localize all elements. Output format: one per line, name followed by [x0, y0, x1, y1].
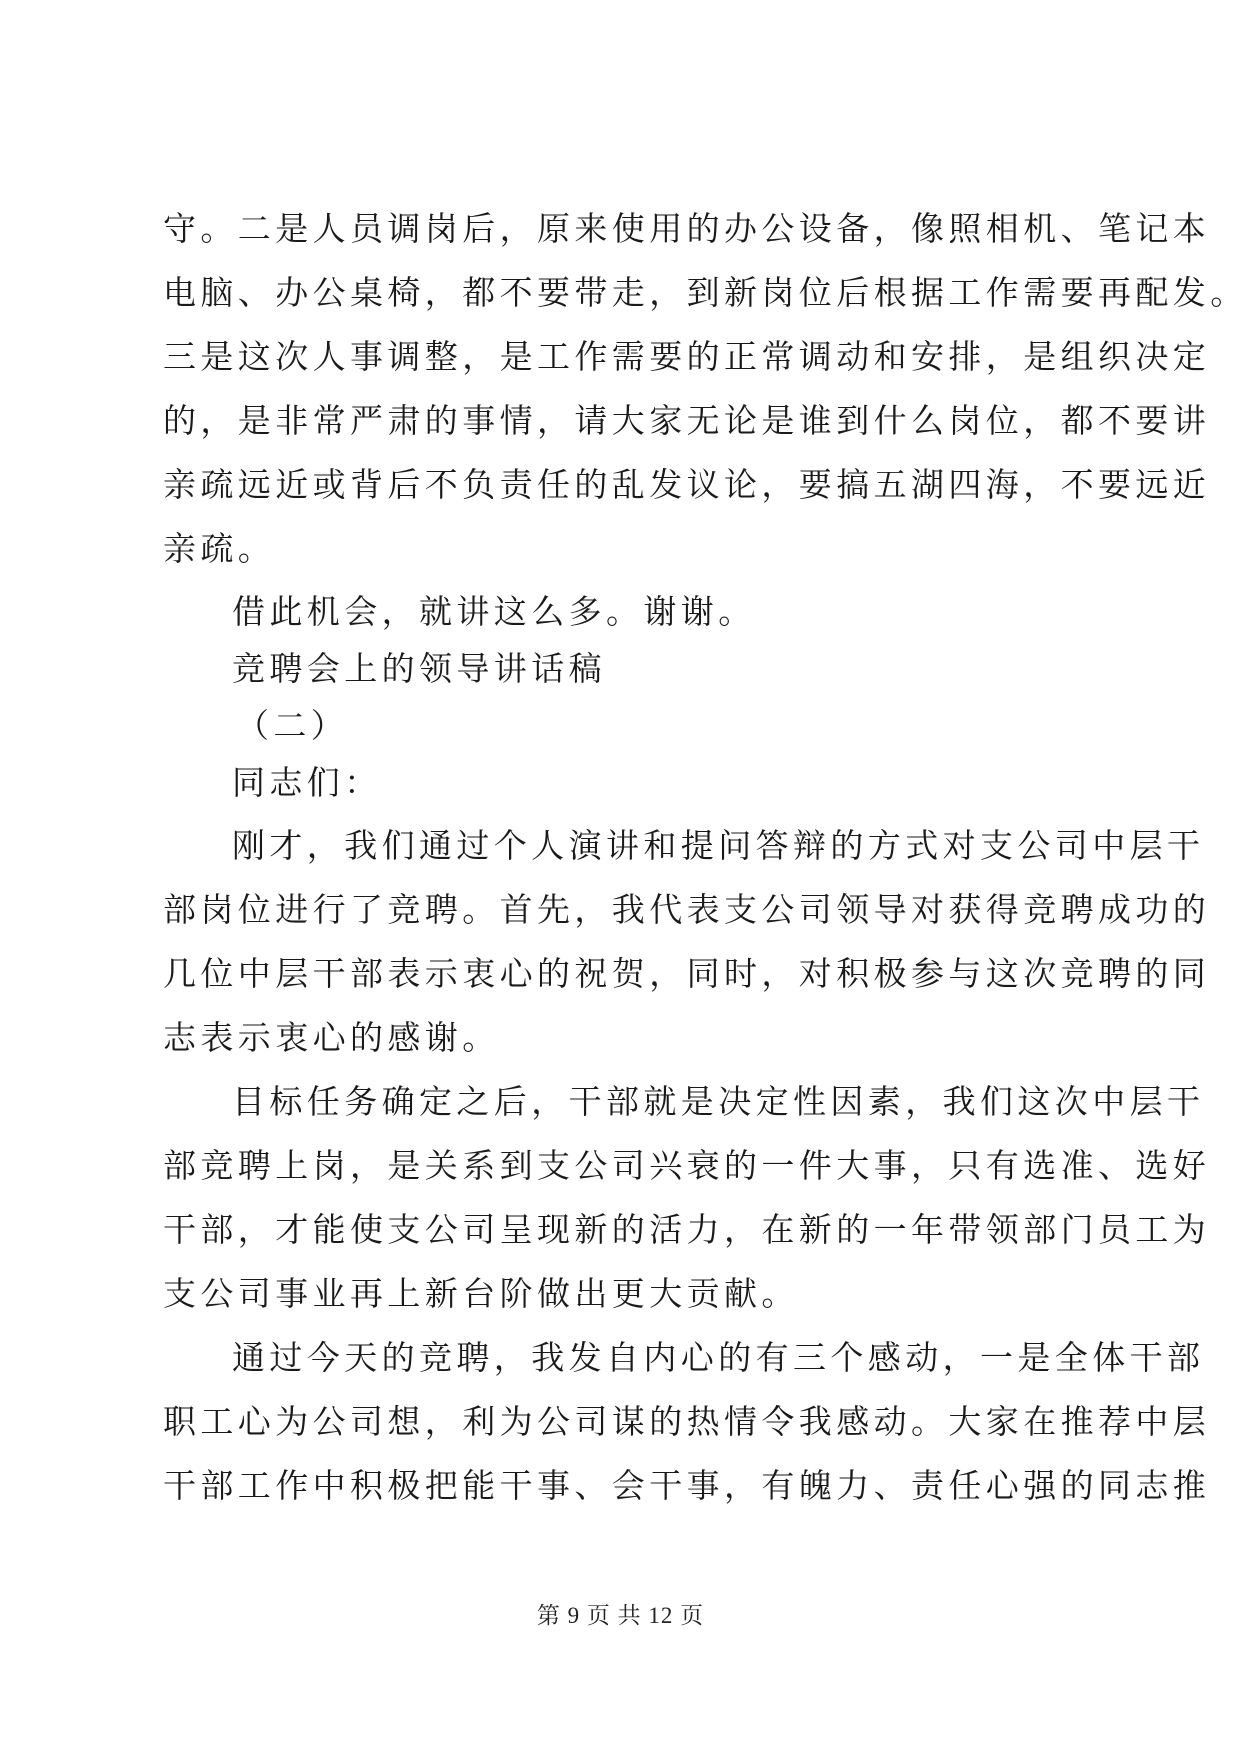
section-title: 竞聘会上的领导讲话稿 — [232, 649, 606, 688]
section-number: （二） — [236, 706, 349, 745]
text-line: 通过今天的竞聘，我发自内心的有三个感动，一是全体干部 — [232, 1338, 1205, 1377]
page-footer: 第 9 页 共 12 页 — [536, 1603, 705, 1628]
text-line: 几位中层干部表示衷心的祝贺，同时，对积极参与这次竞聘的同 — [163, 954, 1211, 993]
text-line: 亲疏远近或背后不负责任的乱发议论，要搞五湖四海，不要远近 — [163, 465, 1211, 504]
text-line: 干部工作中积极把能干事、会干事，有魄力、责任心强的同志推 — [163, 1466, 1211, 1505]
text-line: 的，是非常严肃的事情，请大家无论是谁到什么岗位，都不要讲 — [163, 401, 1211, 440]
text-line: 亲疏。 — [163, 529, 276, 568]
text-line: 志表示衷心的感谢。 — [163, 1018, 500, 1057]
text-line: 借此机会，就讲这么多。谢谢。 — [232, 592, 756, 631]
text-line: 刚才，我们通过个人演讲和提问答辩的方式对支公司中层干 — [232, 826, 1205, 865]
text-line: 三是这次人事调整，是工作需要的正常调动和安排，是组织决定 — [163, 337, 1211, 376]
salutation: 同志们： — [232, 763, 382, 802]
text-line: 职工心为公司想，利为公司谋的热情令我感动。大家在推荐中层 — [163, 1402, 1211, 1441]
text-line: 目标任务确定之后，干部就是决定性因素，我们这次中层干 — [232, 1082, 1205, 1121]
text-line: 电脑、办公桌椅，都不要带走，到新岗位后根据工作需要再配发。 — [163, 273, 1248, 312]
text-line: 部竞聘上岗，是关系到支公司兴衰的一件大事，只有选准、选好 — [163, 1146, 1211, 1185]
text-line: 守。二是人员调岗后，原来使用的办公设备，像照相机、笔记本 — [163, 209, 1211, 248]
text-line: 支公司事业再上新台阶做出更大贡献。 — [163, 1274, 799, 1313]
text-line: 干部，才能使支公司呈现新的活力，在新的一年带领部门员工为 — [163, 1210, 1211, 1249]
text-line: 部岗位进行了竞聘。首先，我代表支公司领导对获得竞聘成功的 — [163, 890, 1211, 929]
